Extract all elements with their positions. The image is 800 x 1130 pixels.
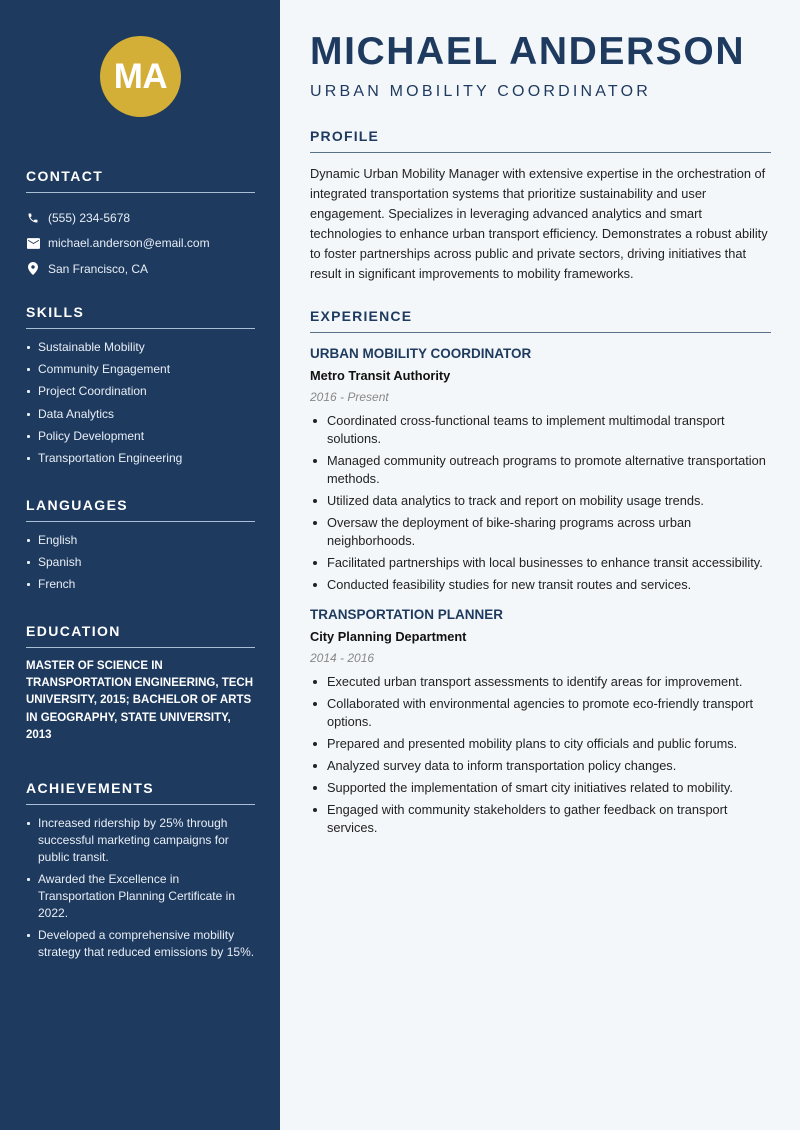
- contact-section: [26, 168, 255, 282]
- skills-list: [26, 339, 255, 467]
- job-role: URBAN MOBILITY COORDINATOR: [310, 346, 532, 361]
- job-bullet: Utilized data analytics to track and report on mobility usage trends.: [310, 492, 771, 510]
- job-company: City Planning Department: [310, 629, 467, 644]
- location-pin-icon: [26, 262, 40, 276]
- job-role: TRANSPORTATION PLANNER: [310, 607, 503, 622]
- achievements-list: [26, 815, 255, 961]
- skill-item: Policy Development: [26, 428, 255, 445]
- education-section: [26, 623, 255, 744]
- job-bullet: Facilitated partnerships with local businesses to enhance transit accessibility.: [310, 554, 771, 572]
- profile-text: Dynamic Urban Mobility Manager with extensive expertise in the orchestration of integrated transportation systems that prioritize sustainability and user engagement. Specializes in leveraging advanced analytics and smart technologies to enhance urban transport efficiency. Demonstrates a robust ability to foster partnerships across public and private sectors, driving initiatives that result in significant improvements to mobility frameworks.: [310, 166, 768, 281]
- job-company: Metro Transit Authority: [310, 368, 451, 383]
- job-bullet: Coordinated cross-functional teams to implement multimodal transport solutions.: [310, 412, 771, 448]
- contact-location: [26, 256, 255, 282]
- achievement-item: Developed a comprehensive mobility strategy that reduced emissions by 15%.: [26, 927, 255, 961]
- profile-heading: PROFILE: [310, 128, 771, 153]
- job-bullet: Conducted feasibility studies for new transit routes and services.: [310, 576, 771, 594]
- job-entry: [310, 346, 771, 594]
- contact-email: [26, 231, 255, 257]
- job-bullet: Engaged with community stakeholders to gather feedback on transport services.: [310, 801, 771, 837]
- person-name: MICHAEL ANDERSON: [310, 30, 746, 73]
- email-text: michael.anderson@email.com: [48, 236, 210, 251]
- achievement-item: Increased ridership by 25% through successful marketing campaigns for public transit.: [26, 815, 255, 866]
- skill-item: Project Coordination: [26, 383, 255, 400]
- achievements-heading: ACHIEVEMENTS: [26, 780, 255, 805]
- job-bullets: [310, 673, 771, 837]
- skills-heading: SKILLS: [26, 304, 255, 329]
- job-bullet: Oversaw the deployment of bike-sharing programs across urban neighborhoods.: [310, 514, 771, 550]
- job-bullets: [310, 412, 771, 594]
- contact-phone: [26, 205, 255, 231]
- language-item: Spanish: [26, 554, 255, 571]
- experience-section: [310, 308, 771, 841]
- job-bullet: Supported the implementation of smart city initiatives related to mobility.: [310, 779, 771, 797]
- skill-item: Data Analytics: [26, 406, 255, 423]
- location-text: San Francisco, CA: [48, 261, 149, 276]
- education-text: MASTER OF SCIENCE IN TRANSPORTATION ENGINEERING, TECH UNIVERSITY, 2015; BACHELOR OF ARTS IN GEOGRAPHY, STATE UNIVERSITY, 2013: [26, 660, 254, 741]
- skill-item: Community Engagement: [26, 361, 255, 378]
- job-dates: 2016 - Present: [310, 390, 389, 404]
- job-bullet: Executed urban transport assessments to identify areas for improvement.: [310, 673, 771, 691]
- languages-list: [26, 532, 255, 593]
- phone-text: (555) 234-5678: [48, 210, 131, 225]
- profile-section: [310, 128, 771, 284]
- skill-item: Transportation Engineering: [26, 450, 255, 467]
- language-item: French: [26, 576, 255, 593]
- person-title: URBAN MOBILITY COORDINATOR: [310, 83, 652, 100]
- education-heading: EDUCATION: [26, 623, 255, 648]
- job-entry: [310, 607, 771, 837]
- email-icon: [26, 236, 40, 250]
- job-bullet: Analyzed survey data to inform transportation policy changes.: [310, 757, 771, 775]
- skills-section: [26, 304, 255, 472]
- job-bullet: Collaborated with environmental agencies to promote eco-friendly transport options.: [310, 695, 771, 731]
- job-bullet: Managed community outreach programs to promote alternative transportation methods.: [310, 452, 771, 488]
- language-item: English: [26, 532, 255, 549]
- contact-heading: CONTACT: [26, 168, 255, 193]
- languages-section: [26, 497, 255, 599]
- job-dates: 2014 - 2016: [310, 651, 375, 665]
- avatar-initials: MA: [100, 36, 181, 117]
- experience-heading: EXPERIENCE: [310, 308, 771, 333]
- sidebar: [0, 0, 280, 1130]
- achievement-item: Awarded the Excellence in Transportation Planning Certificate in 2022.: [26, 871, 255, 922]
- skill-item: Sustainable Mobility: [26, 339, 255, 356]
- contact-list: [26, 205, 255, 282]
- achievements-section: [26, 780, 255, 967]
- languages-heading: LANGUAGES: [26, 497, 255, 522]
- job-bullet: Prepared and presented mobility plans to city officials and public forums.: [310, 735, 771, 753]
- phone-icon: [26, 211, 40, 225]
